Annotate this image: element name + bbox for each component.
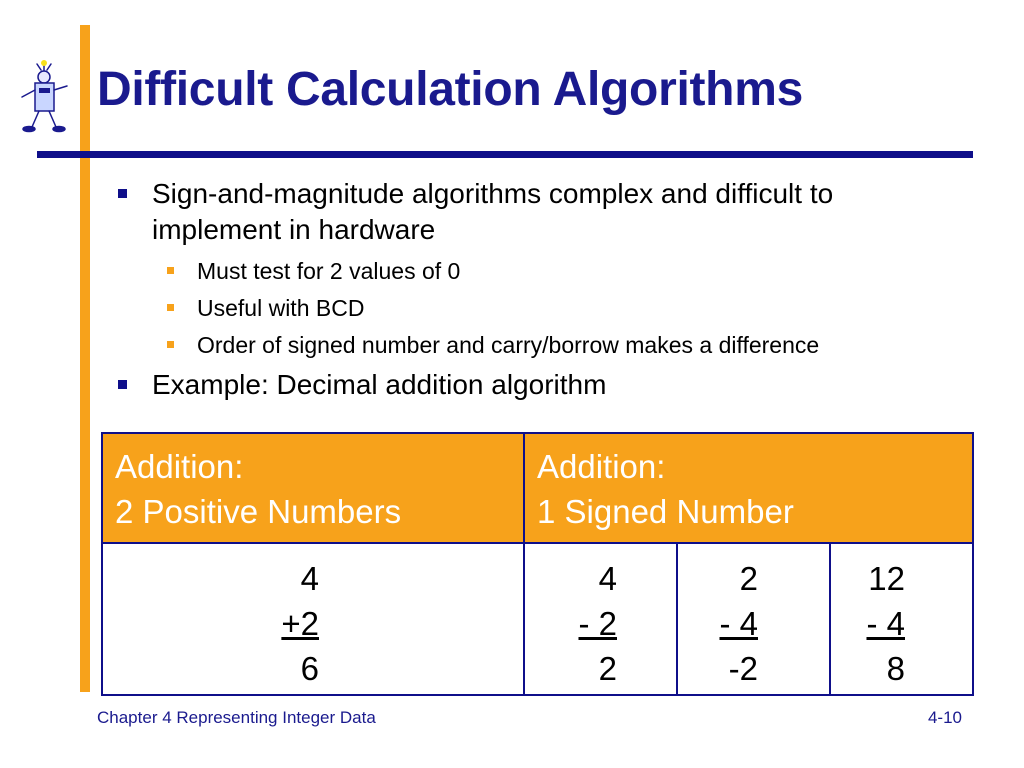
sub-bullet-item <box>118 331 958 359</box>
bullet-text: Sign-and-magnitude algorithms complex and difficult to implement in hardware <box>152 178 834 245</box>
square-bullet-icon <box>167 267 174 274</box>
operand: - 4 <box>719 605 758 642</box>
header-line: 2 Positive Numbers <box>115 493 402 530</box>
result: -2 <box>728 650 758 687</box>
square-bullet-icon <box>167 341 174 348</box>
operand: 12 <box>868 560 905 597</box>
result: 2 <box>598 650 617 687</box>
example-cell <box>523 556 617 691</box>
footer-chapter: Chapter 4 Representing Integer Data <box>97 708 376 727</box>
header-line: Addition: <box>115 448 244 485</box>
sub-bullet-text: Order of signed number and carry/borrow makes a difference <box>197 332 820 358</box>
operand: - 2 <box>578 605 617 642</box>
header-positive-numbers <box>115 444 401 534</box>
square-bullet-icon <box>118 380 127 389</box>
footer-page-number: 4-10 <box>927 708 962 727</box>
sub-bullet-item <box>118 294 958 322</box>
operand: - 4 <box>866 605 905 642</box>
table-header <box>103 434 972 544</box>
example-cell <box>676 556 758 691</box>
bullet-item <box>118 367 958 403</box>
sub-bullet-text: Must test for 2 values of 0 <box>197 258 461 284</box>
header-line: 1 Signed Number <box>537 493 794 530</box>
title-underline <box>37 151 973 158</box>
square-bullet-icon <box>118 189 127 198</box>
addition-table <box>101 432 974 696</box>
bullet-list <box>118 176 958 403</box>
operand: +2 <box>281 605 319 642</box>
header-signed-number <box>537 444 794 534</box>
result: 8 <box>886 650 905 687</box>
sub-bullet-item <box>118 257 958 285</box>
sub-bullet-text: Useful with BCD <box>197 295 365 321</box>
result: 6 <box>300 650 319 687</box>
robot-mascot-icon <box>17 58 73 136</box>
operand: 4 <box>300 560 319 597</box>
bullet-text: Example: Decimal addition algorithm <box>152 369 607 400</box>
square-bullet-icon <box>167 304 174 311</box>
example-cell <box>829 556 905 691</box>
example-cell <box>223 556 319 691</box>
operand: 2 <box>739 560 758 597</box>
bullet-item <box>118 176 958 248</box>
slide-title: Difficult Calculation Algorithms <box>97 63 803 116</box>
header-line: Addition: <box>537 448 666 485</box>
accent-vertical-bar <box>80 25 90 692</box>
operand: 4 <box>598 560 617 597</box>
